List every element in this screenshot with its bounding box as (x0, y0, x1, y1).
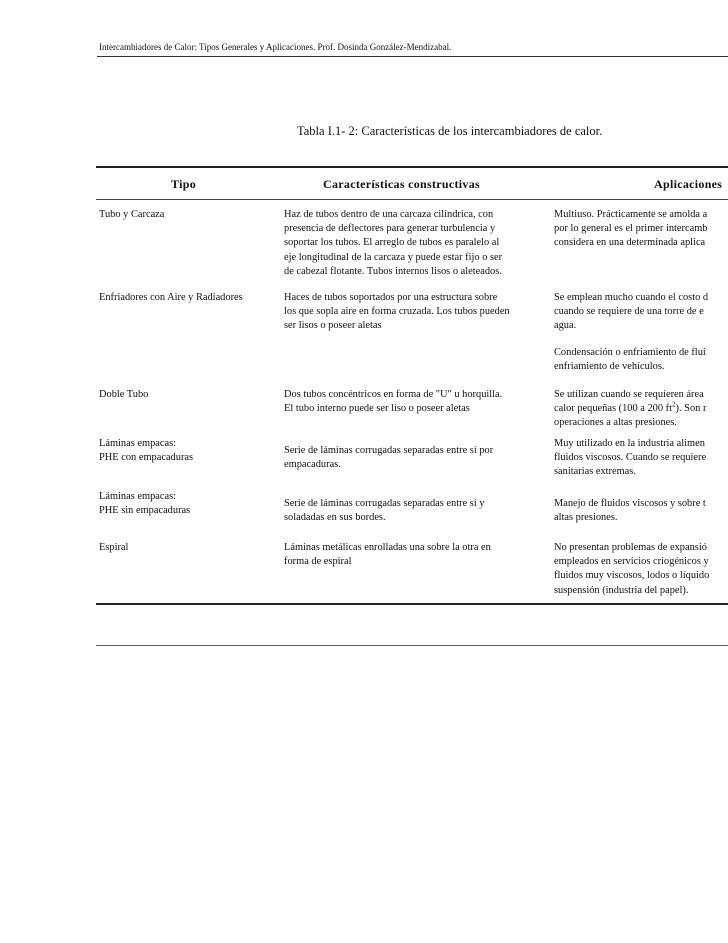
table-row-enfriadores-aplicaciones-extra (554, 346, 728, 374)
cell-line: agua. (554, 320, 577, 332)
cell-line: cuando se requiere de una torre de e (554, 306, 704, 318)
cell-line: Láminas empacas: (99, 438, 177, 449)
cell-line: Láminas empacas: (99, 491, 177, 502)
cell-line: Dos tubos concéntricos en forma de "U" u horquilla. (284, 389, 503, 400)
cell-line: Enfriadores con Aire y Radiadores (99, 292, 243, 303)
table-header-rule (96, 199, 728, 200)
running-header: Intercambiadores de Calor: Tipos Generales y Aplicaciones. Prof. Dosinda González-Mendizabal. (99, 42, 452, 52)
cell-line: soladadas en sus bordes. (284, 512, 386, 524)
table-row-enfriadores-tipo (99, 291, 279, 305)
cell-line: por lo general es el primer intercamb (554, 223, 708, 235)
table-row-phe-con-caracteristicas (284, 444, 546, 472)
table-row-doble-tubo-tipo (99, 388, 279, 402)
table-top-rule (96, 166, 728, 168)
table-row-espiral-tipo (99, 541, 279, 555)
cell-line: El tubo interno puede ser liso o poseer aletas (284, 403, 470, 415)
cell-line: presencia de deflectores para generar turbulencia y (284, 223, 496, 235)
table-row-tubo-carcaza-aplicaciones (554, 208, 728, 251)
cell-line: sanitarias extremas. (554, 466, 636, 478)
table-row-enfriadores-caracteristicas (284, 291, 546, 334)
superscript: 2 (672, 400, 676, 409)
cell-line: de cabezal flotante. Tubos internos lisos o aleteados. (284, 265, 502, 277)
table-row-phe-sin-tipo (99, 490, 279, 518)
cell-line: Se utilizan cuando se requieren área (554, 389, 704, 400)
cell-line: Haz de tubos dentro de una carcaza cilíndrica, con (284, 209, 494, 220)
cell-line: suspensión (industria del papel). (554, 584, 689, 596)
cell-line: Manejo de fluidos viscosos y sobre t (554, 498, 706, 509)
column-header-tipo: Tipo (171, 177, 196, 191)
table-row-doble-tubo-caracteristicas (284, 388, 546, 416)
cell-line: Se emplean mucho cuando el costo d (554, 292, 709, 303)
cell-line: Serie de láminas corrugadas separadas entre sí por (284, 445, 494, 456)
cell-line: PHE con empacaduras (99, 452, 194, 464)
table-caption: Tabla I.1- 2: Características de los intercambiadores de calor. (297, 124, 603, 138)
cell-line: Muy utilizado en la industria alimen (554, 438, 705, 449)
cell-line: empacaduras. (284, 459, 341, 471)
cell-line (554, 402, 728, 416)
cell-line: Láminas metálicas enrolladas una sobre la otra en (284, 542, 491, 553)
table-row-phe-con-aplicaciones (554, 437, 728, 480)
table-row-phe-sin-caracteristicas (284, 497, 546, 525)
cell-line: los que sopla aire en forma cruzada. Los tubos pueden (284, 306, 510, 318)
cell-line: altas presiones. (554, 512, 618, 524)
cell-line: Tubo y Carcaza (99, 209, 165, 220)
cell-line: fluidos viscosos. Cuando se requiere (554, 452, 707, 464)
cell-line: Doble Tubo (99, 389, 149, 400)
cell-line: forma de espiral (284, 556, 352, 568)
table-row-phe-sin-aplicaciones (554, 497, 728, 525)
table-row-doble-tubo-aplicaciones (554, 388, 728, 431)
cell-line: Condensación o enfriamiento de flui (554, 347, 706, 358)
cell-line: empleados en servicios criogénicos y (554, 556, 709, 568)
cell-line: fluidos muy viscosos, lodos o líquido (554, 570, 710, 582)
table-row-enfriadores-aplicaciones (554, 291, 728, 334)
table-row-phe-con-tipo (99, 437, 279, 465)
table-bottom-rule (96, 603, 728, 605)
cell-line: enfriamiento de vehículos. (554, 361, 665, 373)
cell-line: Multiuso. Prácticamente se amolda a (554, 209, 708, 220)
cell-line: PHE sin empacaduras (99, 505, 191, 517)
table-row-espiral-caracteristicas (284, 541, 546, 569)
cell-line: Espiral (99, 542, 129, 553)
column-header-aplicaciones: Aplicaciones (654, 177, 723, 191)
cell-line: eje longitudinal de la carcaza y puede estar fijo o ser (284, 251, 503, 263)
cell-line: soportar los tubos. El arreglo de tubos es paralelo al (284, 237, 500, 249)
footer-rule (96, 645, 728, 646)
cell-text: calor pequeñas (100 a 200 ft (554, 403, 673, 415)
cell-line: Serie de láminas corrugadas separadas entre sí y (284, 498, 485, 509)
cell-line: ser lisos o poseer aletas (284, 320, 382, 332)
cell-line: No presentan problemas de expansió (554, 542, 707, 553)
cell-line: Haces de tubos soportados por una estructura sobre (284, 292, 498, 303)
cell-line: considera en una determinada aplica (554, 237, 706, 249)
cell-line: operaciones a altas presiones. (554, 417, 677, 429)
column-header-caracteristicas: Características constructivas (323, 177, 480, 191)
table-row-espiral-aplicaciones (554, 541, 728, 598)
header-rule (97, 56, 728, 57)
cell-text: ). Son r (675, 403, 707, 415)
table-row-tubo-carcaza-tipo (99, 208, 279, 222)
table-row-tubo-carcaza-caracteristicas (284, 208, 546, 279)
